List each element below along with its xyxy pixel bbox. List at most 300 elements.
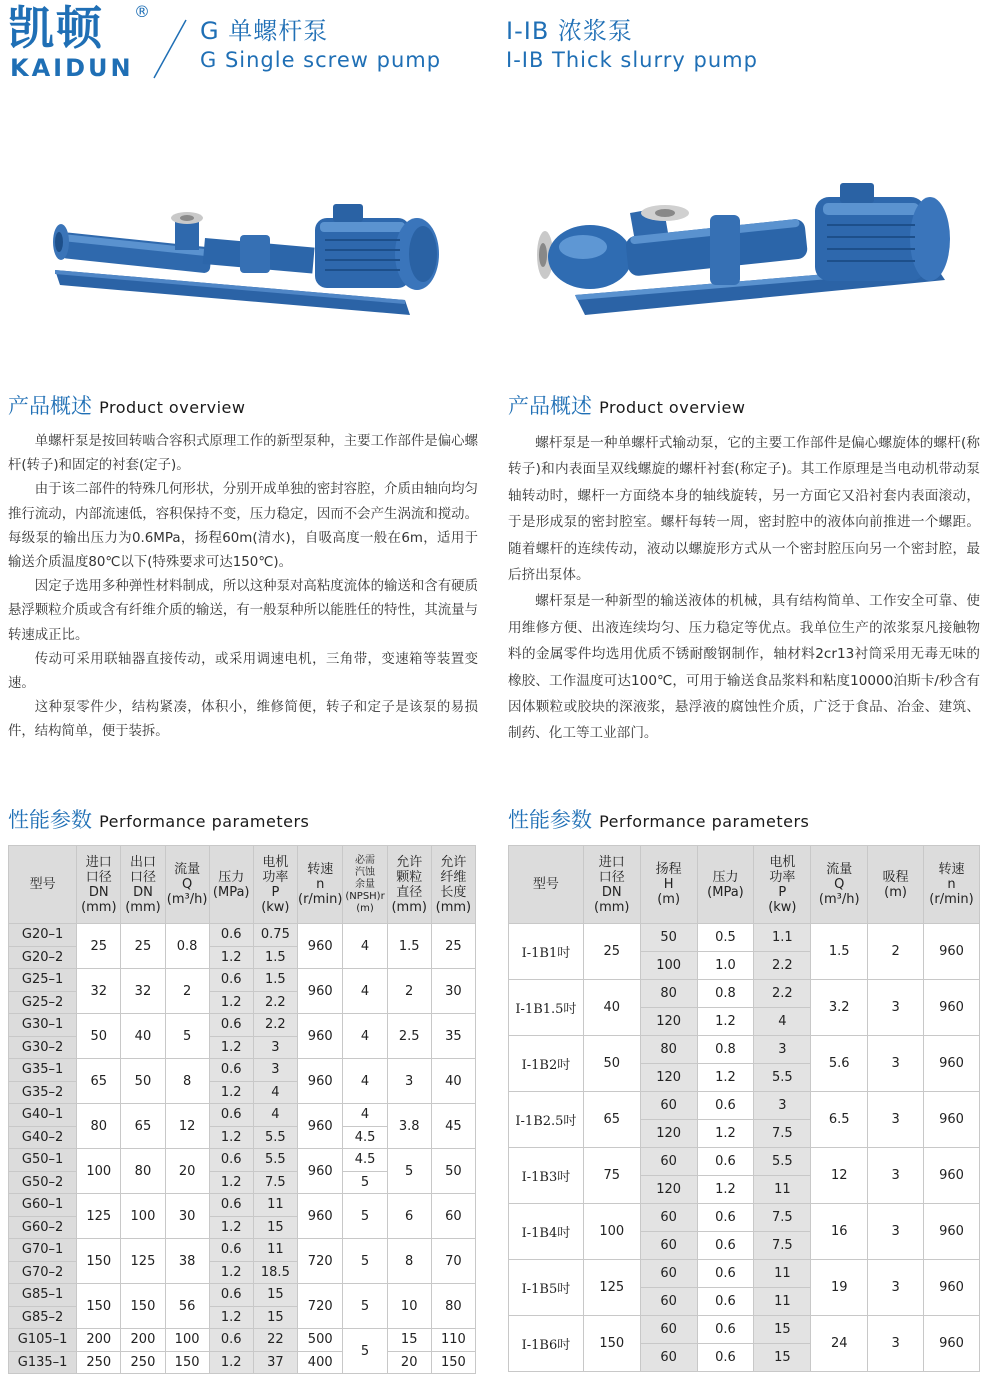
npsh-cell: 5 (343, 1329, 387, 1374)
particle-dia-cell: 2 (387, 969, 431, 1014)
flow-cell: 20 (165, 1149, 209, 1194)
suction-cell: 3 (868, 1204, 924, 1260)
pressure-cell: 0.8 (697, 980, 754, 1008)
header-left-cn: G 单螺杆泵 (200, 17, 329, 45)
pressure-cell: 0.6 (209, 1104, 253, 1127)
head-cell: 80 (640, 980, 697, 1008)
power-cell: 4 (253, 1104, 297, 1127)
pressure-cell: 1.2 (697, 1008, 754, 1036)
power-cell: 3 (754, 1092, 811, 1120)
pressure-cell: 1.2 (209, 1036, 253, 1059)
power-cell: 2.2 (253, 1014, 297, 1037)
npsh-cell: 4 (343, 1014, 387, 1059)
fiber-len-cell: 110 (431, 1329, 475, 1352)
header-cell: 型号 (9, 846, 77, 924)
header-cell: 允许 颗粒 直径 (mm) (387, 846, 431, 924)
left-paragraph: 传动可采用联轴器直接传动，或采用调速电机，三角带，变速箱等装置变速。 (8, 651, 478, 692)
inlet-dn-cell: 150 (77, 1284, 121, 1329)
speed-cell: 960 (297, 1104, 343, 1149)
brand-logo (8, 2, 148, 80)
flow-cell: 8 (165, 1059, 209, 1104)
suction-cell: 2 (868, 924, 924, 980)
head-cell: 60 (640, 1232, 697, 1260)
pressure-cell: 0.6 (209, 1194, 253, 1217)
particle-dia-cell: 5 (387, 1149, 431, 1194)
header-cell: 允许 纤维 长度 (mm) (431, 846, 475, 924)
model-cell: G30–1 (9, 1014, 77, 1037)
particle-dia-cell: 15 (387, 1329, 431, 1352)
particle-dia-cell: 3.8 (387, 1104, 431, 1149)
outlet-dn-cell: 250 (121, 1351, 165, 1374)
divider-slash (150, 18, 190, 80)
pressure-cell: 0.6 (209, 1014, 253, 1037)
speed-cell: 960 (924, 1260, 980, 1316)
fiber-len-cell: 50 (431, 1149, 475, 1194)
pressure-cell: 0.6 (697, 1148, 754, 1176)
model-cell: G105–1 (9, 1329, 77, 1352)
model-cell: G25–2 (9, 991, 77, 1014)
pressure-cell: 0.6 (697, 1260, 754, 1288)
outlet-dn-cell: 65 (121, 1104, 165, 1149)
npsh-cell: 4 (343, 1104, 387, 1127)
header-cell: 型号 (509, 846, 584, 924)
model-cell: G70–2 (9, 1261, 77, 1284)
left-overview-title-en: Product overview (99, 398, 246, 417)
model-cell: I-1B2吋 (509, 1036, 584, 1092)
head-cell: 120 (640, 1176, 697, 1204)
head-cell: 100 (640, 952, 697, 980)
pressure-cell: 1.2 (697, 1064, 754, 1092)
power-cell: 3 (754, 1036, 811, 1064)
speed-cell: 960 (297, 1014, 343, 1059)
inlet-dn-cell: 25 (77, 924, 121, 969)
right-paragraph: 螺杆泵是一种新型的输送液体的机械，具有结构简单、工作安全可靠、使用维修方便、出液连续均匀、压力稳定等优点。我单位生产的浓浆泵凡接触物料的金属零件均选用优质不锈耐酸钢制作，轴材料2cr13衬筒采用无毒无味的橡胶、工作温度可达100℃，可用于输送食品浆料和粘度10000泊斯卡/秒含有因体颗粒或胶块的深液浆，悬浮液的腐蚀性介质，广泛于食品、冶金、建筑、制药、化工等工业部门。 (508, 593, 980, 742)
inlet-dn-cell: 150 (583, 1316, 640, 1372)
left-paragraph: 单螺杆泵是按回转啮合容积式原理工作的新型泵种，主要工作部件是偏心螺杆(转子)和固定的衬套(定子)。 (8, 434, 478, 474)
inlet-dn-cell: 125 (77, 1194, 121, 1239)
right-params-title-cn: 性能参数 (508, 808, 592, 832)
inlet-dn-cell: 50 (77, 1014, 121, 1059)
model-cell: G60–2 (9, 1216, 77, 1239)
speed-cell: 960 (924, 1316, 980, 1372)
pressure-cell: 0.6 (209, 969, 253, 992)
power-cell: 1.5 (253, 946, 297, 969)
fiber-len-cell: 45 (431, 1104, 475, 1149)
npsh-cell: 5 (343, 1239, 387, 1284)
power-cell: 5.5 (754, 1064, 811, 1092)
table-row (9, 1104, 476, 1127)
head-cell: 60 (640, 1288, 697, 1316)
left-params-title-en: Performance parameters (99, 812, 310, 831)
outlet-dn-cell: 25 (121, 924, 165, 969)
power-cell: 3 (253, 1059, 297, 1082)
g-pump-params-table (8, 845, 476, 1374)
power-cell: 11 (253, 1194, 297, 1217)
model-cell: I-1B3吋 (509, 1148, 584, 1204)
power-cell: 18.5 (253, 1261, 297, 1284)
outlet-dn-cell: 50 (121, 1059, 165, 1104)
pressure-cell: 1.2 (209, 946, 253, 969)
inlet-dn-cell: 50 (583, 1036, 640, 1092)
model-cell: G50–1 (9, 1149, 77, 1172)
power-cell: 15 (754, 1344, 811, 1372)
pressure-cell: 1.0 (697, 952, 754, 980)
speed-cell: 960 (297, 1194, 343, 1239)
left-paragraph: 因定子选用多种弹性材料制成，所以这种泵对高粘度流体的输送和含有硬质悬浮颗粒介质或含有纤维介质的输送，有一般泵种所以能胜任的特性，其流量与转速成正比。 (8, 579, 478, 643)
header-cell: 必需 汽蚀 余量 (NPSH)r (m) (343, 846, 387, 924)
table-row (9, 1149, 476, 1172)
pressure-cell: 1.2 (697, 1120, 754, 1148)
table-row (509, 1204, 980, 1232)
inlet-dn-cell: 100 (583, 1204, 640, 1260)
outlet-dn-cell: 150 (121, 1284, 165, 1329)
suction-cell: 3 (868, 1092, 924, 1148)
pressure-cell: 1.2 (209, 1261, 253, 1284)
model-cell: G35–2 (9, 1081, 77, 1104)
table-row (509, 1316, 980, 1344)
outlet-dn-cell: 40 (121, 1014, 165, 1059)
power-cell: 11 (253, 1239, 297, 1262)
header-cell: 扬程 H (m) (640, 846, 697, 924)
speed-cell: 960 (297, 924, 343, 969)
head-cell: 60 (640, 1148, 697, 1176)
pressure-cell: 1.2 (209, 1126, 253, 1149)
suction-cell: 3 (868, 1148, 924, 1204)
pressure-cell: 0.6 (209, 1149, 253, 1172)
fiber-len-cell: 80 (431, 1284, 475, 1329)
flow-cell: 5.6 (811, 1036, 868, 1092)
outlet-dn-cell: 200 (121, 1329, 165, 1352)
power-cell: 5.5 (253, 1126, 297, 1149)
fiber-len-cell: 40 (431, 1059, 475, 1104)
particle-dia-cell: 10 (387, 1284, 431, 1329)
table-row (9, 969, 476, 992)
power-cell: 4 (754, 1008, 811, 1036)
right-overview-title (508, 390, 745, 420)
npsh-cell: 4.5 (343, 1149, 387, 1172)
single-screw-pump-image (45, 190, 465, 325)
model-cell: I-1B5吋 (509, 1260, 584, 1316)
outlet-dn-cell: 80 (121, 1149, 165, 1194)
flow-cell: 56 (165, 1284, 209, 1329)
right-params-title (508, 804, 809, 834)
npsh-cell: 5 (343, 1284, 387, 1329)
head-cell: 80 (640, 1036, 697, 1064)
model-cell: G40–1 (9, 1104, 77, 1127)
pressure-cell: 0.6 (209, 1329, 253, 1352)
inlet-dn-cell: 80 (77, 1104, 121, 1149)
head-cell: 60 (640, 1092, 697, 1120)
pressure-cell: 0.6 (697, 1204, 754, 1232)
flow-cell: 150 (165, 1351, 209, 1374)
header-cell: 电机 功率 P (kw) (754, 846, 811, 924)
fiber-len-cell: 70 (431, 1239, 475, 1284)
outlet-dn-cell: 32 (121, 969, 165, 1014)
power-cell: 2.2 (754, 980, 811, 1008)
power-cell: 11 (754, 1260, 811, 1288)
inlet-dn-cell: 150 (77, 1239, 121, 1284)
brand-en: KAIDUN (10, 54, 134, 82)
model-cell: G40–2 (9, 1126, 77, 1149)
table-row (9, 1059, 476, 1082)
model-cell: I-1B2.5吋 (509, 1092, 584, 1148)
inlet-dn-cell: 40 (583, 980, 640, 1036)
flow-cell: 19 (811, 1260, 868, 1316)
thick-slurry-pump-image (535, 175, 955, 335)
table-row (9, 1351, 476, 1374)
flow-cell: 24 (811, 1316, 868, 1372)
inlet-dn-cell: 250 (77, 1351, 121, 1374)
head-cell: 50 (640, 924, 697, 952)
flow-cell: 5 (165, 1014, 209, 1059)
flow-cell: 12 (811, 1148, 868, 1204)
particle-dia-cell: 3 (387, 1059, 431, 1104)
model-cell: G25–1 (9, 969, 77, 992)
header-cell: 转速 n (r/min) (924, 846, 980, 924)
right-params-title-en: Performance parameters (599, 812, 810, 831)
speed-cell: 960 (924, 1092, 980, 1148)
speed-cell: 960 (924, 980, 980, 1036)
header-cell: 压力 (MPa) (697, 846, 754, 924)
right-overview-title-en: Product overview (599, 398, 746, 417)
flow-cell: 30 (165, 1194, 209, 1239)
power-cell: 37 (253, 1351, 297, 1374)
speed-cell: 720 (297, 1284, 343, 1329)
left-overview-text (8, 430, 478, 745)
flow-cell: 16 (811, 1204, 868, 1260)
right-overview-title-cn: 产品概述 (508, 394, 592, 418)
header-cell: 进口 口径 DN (mm) (583, 846, 640, 924)
pressure-cell: 1.2 (209, 991, 253, 1014)
flow-cell: 2 (165, 969, 209, 1014)
power-cell: 7.5 (754, 1232, 811, 1260)
power-cell: 11 (754, 1176, 811, 1204)
header-left (200, 16, 441, 74)
brand-cn: 凯顿 (8, 1, 104, 55)
pressure-cell: 0.6 (697, 1316, 754, 1344)
power-cell: 1.5 (253, 969, 297, 992)
model-cell: G70–1 (9, 1239, 77, 1262)
npsh-cell: 4 (343, 1059, 387, 1104)
header-cell: 流量 Q (m³/h) (165, 846, 209, 924)
fiber-len-cell: 35 (431, 1014, 475, 1059)
model-cell: I-1B4吋 (509, 1204, 584, 1260)
model-cell: G50–2 (9, 1171, 77, 1194)
header-cell: 出口 口径 DN (mm) (121, 846, 165, 924)
model-cell: G85–1 (9, 1284, 77, 1307)
left-params-title (8, 804, 309, 834)
npsh-cell: 4 (343, 924, 387, 969)
header-right (506, 16, 758, 74)
particle-dia-cell: 20 (387, 1351, 431, 1374)
power-cell: 15 (754, 1316, 811, 1344)
power-cell: 22 (253, 1329, 297, 1352)
npsh-cell: 4.5 (343, 1126, 387, 1149)
npsh-cell: 5 (343, 1171, 387, 1194)
header-cell: 吸程 (m) (868, 846, 924, 924)
inlet-dn-cell: 125 (583, 1260, 640, 1316)
speed-cell: 960 (297, 969, 343, 1014)
suction-cell: 3 (868, 1036, 924, 1092)
fiber-len-cell: 150 (431, 1351, 475, 1374)
table-row (509, 1148, 980, 1176)
flow-cell: 3.2 (811, 980, 868, 1036)
speed-cell: 500 (297, 1329, 343, 1352)
model-cell: G30–2 (9, 1036, 77, 1059)
inlet-dn-cell: 32 (77, 969, 121, 1014)
power-cell: 2.2 (754, 952, 811, 980)
head-cell: 60 (640, 1260, 697, 1288)
particle-dia-cell: 1.5 (387, 924, 431, 969)
flow-cell: 38 (165, 1239, 209, 1284)
power-cell: 7.5 (754, 1120, 811, 1148)
suction-cell: 3 (868, 1260, 924, 1316)
power-cell: 15 (253, 1284, 297, 1307)
table-row (9, 1284, 476, 1307)
table-row (509, 980, 980, 1008)
speed-cell: 960 (924, 1036, 980, 1092)
model-cell: I-1B6吋 (509, 1316, 584, 1372)
pressure-cell: 0.6 (697, 1232, 754, 1260)
power-cell: 7.5 (253, 1171, 297, 1194)
pressure-cell: 1.2 (209, 1306, 253, 1329)
pressure-cell: 0.6 (697, 1092, 754, 1120)
head-cell: 60 (640, 1204, 697, 1232)
left-paragraph: 这种泵零件少，结构紧凑，体积小，维修简便，转子和定子是该泵的易损件，结构简单，便于装拆。 (8, 700, 478, 740)
power-cell: 11 (754, 1288, 811, 1316)
suction-cell: 3 (868, 1316, 924, 1372)
inlet-dn-cell: 65 (583, 1092, 640, 1148)
npsh-cell: 4 (343, 969, 387, 1014)
power-cell: 7.5 (754, 1204, 811, 1232)
left-overview-title-cn: 产品概述 (8, 394, 92, 418)
pressure-cell: 0.5 (697, 924, 754, 952)
flow-cell: 0.8 (165, 924, 209, 969)
pressure-cell: 0.6 (209, 1284, 253, 1307)
table-header-row (9, 846, 476, 924)
table-row (509, 1092, 980, 1120)
fiber-len-cell: 25 (431, 924, 475, 969)
power-cell: 15 (253, 1306, 297, 1329)
model-cell: G85–2 (9, 1306, 77, 1329)
outlet-dn-cell: 100 (121, 1194, 165, 1239)
pressure-cell: 0.8 (697, 1036, 754, 1064)
power-cell: 15 (253, 1216, 297, 1239)
power-cell: 3 (253, 1036, 297, 1059)
speed-cell: 960 (924, 1148, 980, 1204)
header-cell: 进口 口径 DN (mm) (77, 846, 121, 924)
left-overview-title (8, 390, 245, 420)
header-left-en: G Single screw pump (200, 48, 442, 72)
suction-cell: 3 (868, 980, 924, 1036)
speed-cell: 960 (924, 924, 980, 980)
flow-cell: 12 (165, 1104, 209, 1149)
header-cell: 电机 功率 P (kw) (253, 846, 297, 924)
right-paragraph: 螺杆泵是一种单螺杆式输动泵，它的主要工作部件是偏心螺旋体的螺杆(称转子)和内表面呈双线螺旋的螺杆衬套(称定子)。其工作原理是当电动机带动泵轴转动时，螺杆一方面绕本身的轴线旋转，另一方面它又沿衬套内表面滚动，于是形成泵的密封腔室。螺杆每转一周，密封腔中的液体向前推进一个螺距。随着螺杆的连续传动，液动以螺旋形方式从一个密封腔压向另一个密封腔，最后挤出泵体。 (508, 435, 980, 584)
fiber-len-cell: 60 (431, 1194, 475, 1239)
pressure-cell: 0.6 (697, 1288, 754, 1316)
pressure-cell: 1.2 (209, 1081, 253, 1104)
inlet-dn-cell: 200 (77, 1329, 121, 1352)
speed-cell: 960 (297, 1059, 343, 1104)
table-row (9, 1329, 476, 1352)
pressure-cell: 0.6 (697, 1344, 754, 1372)
inlet-dn-cell: 25 (583, 924, 640, 980)
particle-dia-cell: 8 (387, 1239, 431, 1284)
table-row (509, 924, 980, 952)
power-cell: 4 (253, 1081, 297, 1104)
inlet-dn-cell: 65 (77, 1059, 121, 1104)
model-cell: I-1B1吋 (509, 924, 584, 980)
model-cell: G60–1 (9, 1194, 77, 1217)
model-cell: G135–1 (9, 1351, 77, 1374)
power-cell: 1.1 (754, 924, 811, 952)
header-cell: 压力 (MPa) (209, 846, 253, 924)
particle-dia-cell: 6 (387, 1194, 431, 1239)
table-row (509, 1036, 980, 1064)
left-params-title-cn: 性能参数 (8, 808, 92, 832)
table-row (9, 1194, 476, 1217)
model-cell: I-1B1.5吋 (509, 980, 584, 1036)
head-cell: 120 (640, 1008, 697, 1036)
inlet-dn-cell: 100 (77, 1149, 121, 1194)
power-cell: 0.75 (253, 924, 297, 947)
head-cell: 120 (640, 1120, 697, 1148)
flow-cell: 100 (165, 1329, 209, 1352)
speed-cell: 960 (924, 1204, 980, 1260)
table-row (509, 1260, 980, 1288)
speed-cell: 960 (297, 1149, 343, 1194)
table-row (9, 1239, 476, 1262)
head-cell: 60 (640, 1316, 697, 1344)
model-cell: G20–2 (9, 946, 77, 969)
speed-cell: 400 (297, 1351, 343, 1374)
table-header-row (509, 846, 980, 924)
pressure-cell: 0.6 (209, 924, 253, 947)
header-right-cn: I-IB 浓浆泵 (506, 17, 633, 45)
registered-mark: ® (134, 2, 150, 21)
table-row (9, 1014, 476, 1037)
flow-cell: 6.5 (811, 1092, 868, 1148)
header-cell: 流量 Q (m³/h) (811, 846, 868, 924)
ib-pump-params-table (508, 845, 980, 1372)
model-cell: G35–1 (9, 1059, 77, 1082)
pressure-cell: 0.6 (209, 1059, 253, 1082)
fiber-len-cell: 30 (431, 969, 475, 1014)
left-paragraph: 由于该二部件的特殊几何形状，分别开成单独的密封容腔，介质由轴向均匀推行流动，内部流速低，容积保持不变，压力稳定，因而不会产生涡流和搅动。每级泵的输出压力为0.6MPa，扬程60m(清水)，自吸高度一般在6m，适用于输送介质温度80℃以下(特殊要求可达150℃)。 (8, 482, 478, 571)
header-cell: 转速 n (r/min) (297, 846, 343, 924)
header-right-en: I-IB Thick slurry pump (506, 48, 758, 72)
head-cell: 120 (640, 1064, 697, 1092)
pressure-cell: 1.2 (209, 1171, 253, 1194)
head-cell: 60 (640, 1344, 697, 1372)
flow-cell: 1.5 (811, 924, 868, 980)
inlet-dn-cell: 75 (583, 1148, 640, 1204)
speed-cell: 720 (297, 1239, 343, 1284)
pressure-cell: 1.2 (209, 1351, 253, 1374)
pressure-cell: 0.6 (209, 1239, 253, 1262)
npsh-cell: 5 (343, 1194, 387, 1239)
pressure-cell: 1.2 (697, 1176, 754, 1204)
outlet-dn-cell: 125 (121, 1239, 165, 1284)
power-cell: 5.5 (253, 1149, 297, 1172)
particle-dia-cell: 2.5 (387, 1014, 431, 1059)
power-cell: 5.5 (754, 1148, 811, 1176)
table-row (9, 924, 476, 947)
right-overview-text (508, 430, 980, 747)
power-cell: 2.2 (253, 991, 297, 1014)
pressure-cell: 1.2 (209, 1216, 253, 1239)
